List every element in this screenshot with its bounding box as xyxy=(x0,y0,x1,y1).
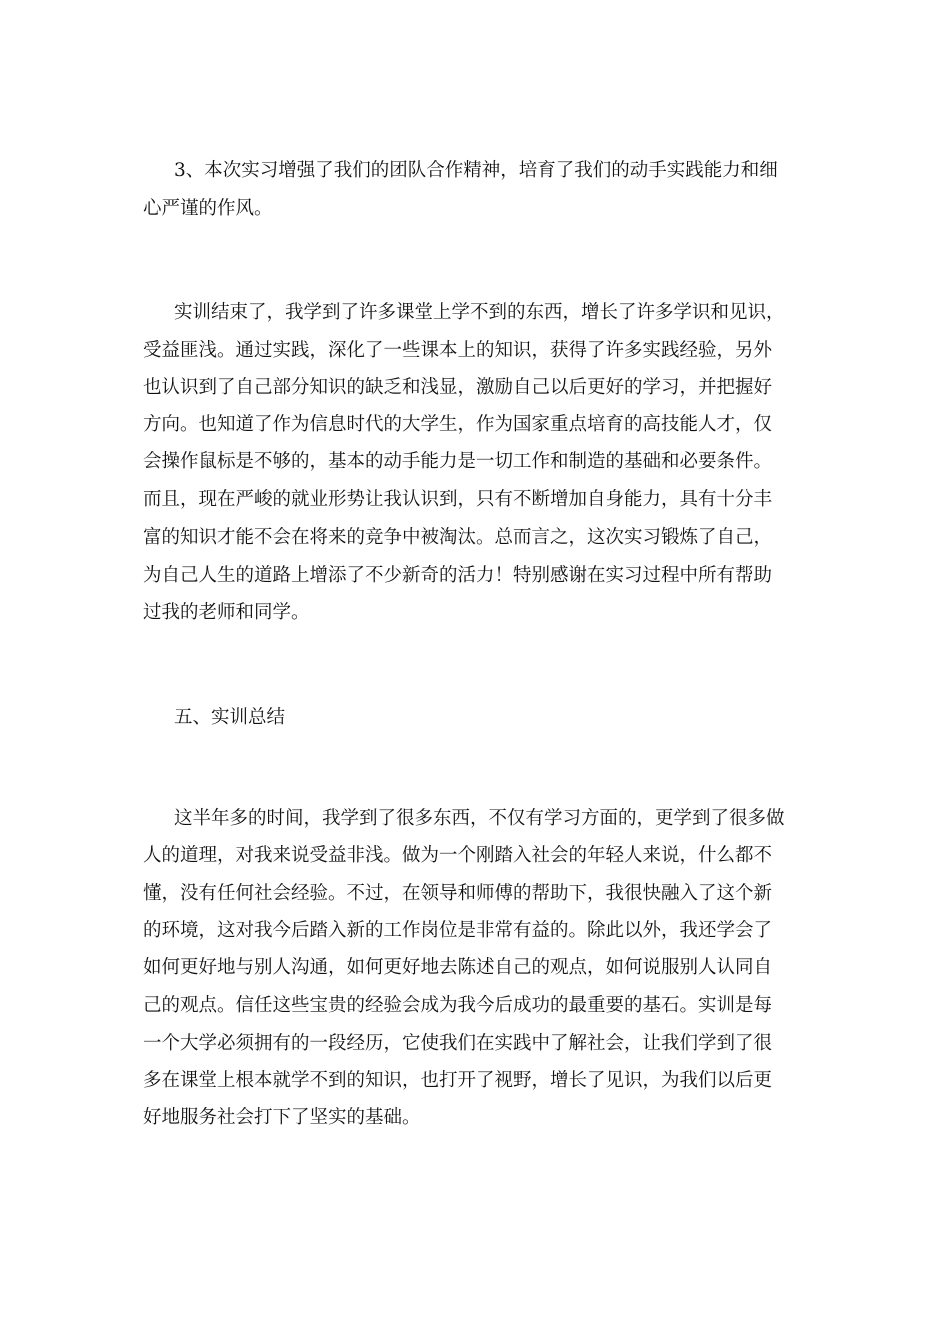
paragraph-2-line-7: 富的知识才能不会在将来的竞争中被淘汰。总而言之，这次实习锻炼了自己， xyxy=(143,527,773,548)
paragraph-1-line-1: 3、本次实习增强了我们的团队合作精神，培育了我们的动手实践能力和细 xyxy=(174,160,778,181)
paragraph-2-line-2: 受益匪浅。通过实践，深化了一些课本上的知识，获得了许多实践经验，另外 xyxy=(143,340,773,361)
paragraph-1-line-2: 心严谨的作风。 xyxy=(143,198,273,219)
paragraph-2-line-9: 过我的老师和同学。 xyxy=(143,602,310,623)
section-heading: 五、实训总结 xyxy=(174,707,286,728)
paragraph-2-line-4: 方向。也知道了作为信息时代的大学生，作为国家重点培育的高技能人才，仅 xyxy=(143,414,773,435)
paragraph-3-line-8: 多在课堂上根本就学不到的知识，也打开了视野，增长了见识，为我们以后更 xyxy=(143,1070,773,1091)
paragraph-3-line-1: 这半年多的时间，我学到了很多东西，不仅有学习方面的，更学到了很多做 xyxy=(174,808,785,829)
paragraph-3-line-4: 的环境，这对我今后踏入新的工作岗位是非常有益的。除此以外，我还学会了 xyxy=(143,920,773,941)
paragraph-2-line-3: 也认识到了自己部分知识的缺乏和浅显，激励自己以后更好的学习，并把握好 xyxy=(143,377,773,398)
paragraph-2-line-8: 为自己人生的道路上增添了不少新奇的活力！特别感谢在实习过程中所有帮助 xyxy=(143,565,773,586)
paragraph-3-line-7: 一个大学必须拥有的一段经历，它使我们在实践中了解社会，让我们学到了很 xyxy=(143,1033,773,1054)
paragraph-3-line-6: 己的观点。信任这些宝贵的经验会成为我今后成功的最重要的基石。实训是每 xyxy=(143,995,773,1016)
paragraph-2-line-5: 会操作鼠标是不够的，基本的动手能力是一切工作和制造的基础和必要条件。 xyxy=(143,451,773,472)
paragraph-2-line-1: 实训结束了，我学到了许多课堂上学不到的东西，增长了许多学识和见识， xyxy=(174,302,785,323)
paragraph-3-line-9: 好地服务社会打下了坚实的基础。 xyxy=(143,1107,421,1128)
paragraph-3-line-2: 人的道理，对我来说受益非浅。做为一个刚踏入社会的年轻人来说，什么都不 xyxy=(143,845,773,866)
paragraph-3-line-3: 懂，没有任何社会经验。不过，在领导和师傅的帮助下，我很快融入了这个新 xyxy=(143,883,773,904)
paragraph-3-line-5: 如何更好地与别人沟通，如何更好地去陈述自己的观点，如何说服别人认同自 xyxy=(143,957,773,978)
paragraph-2-line-6: 而且，现在严峻的就业形势让我认识到，只有不断增加自身能力，具有十分丰 xyxy=(143,489,773,510)
